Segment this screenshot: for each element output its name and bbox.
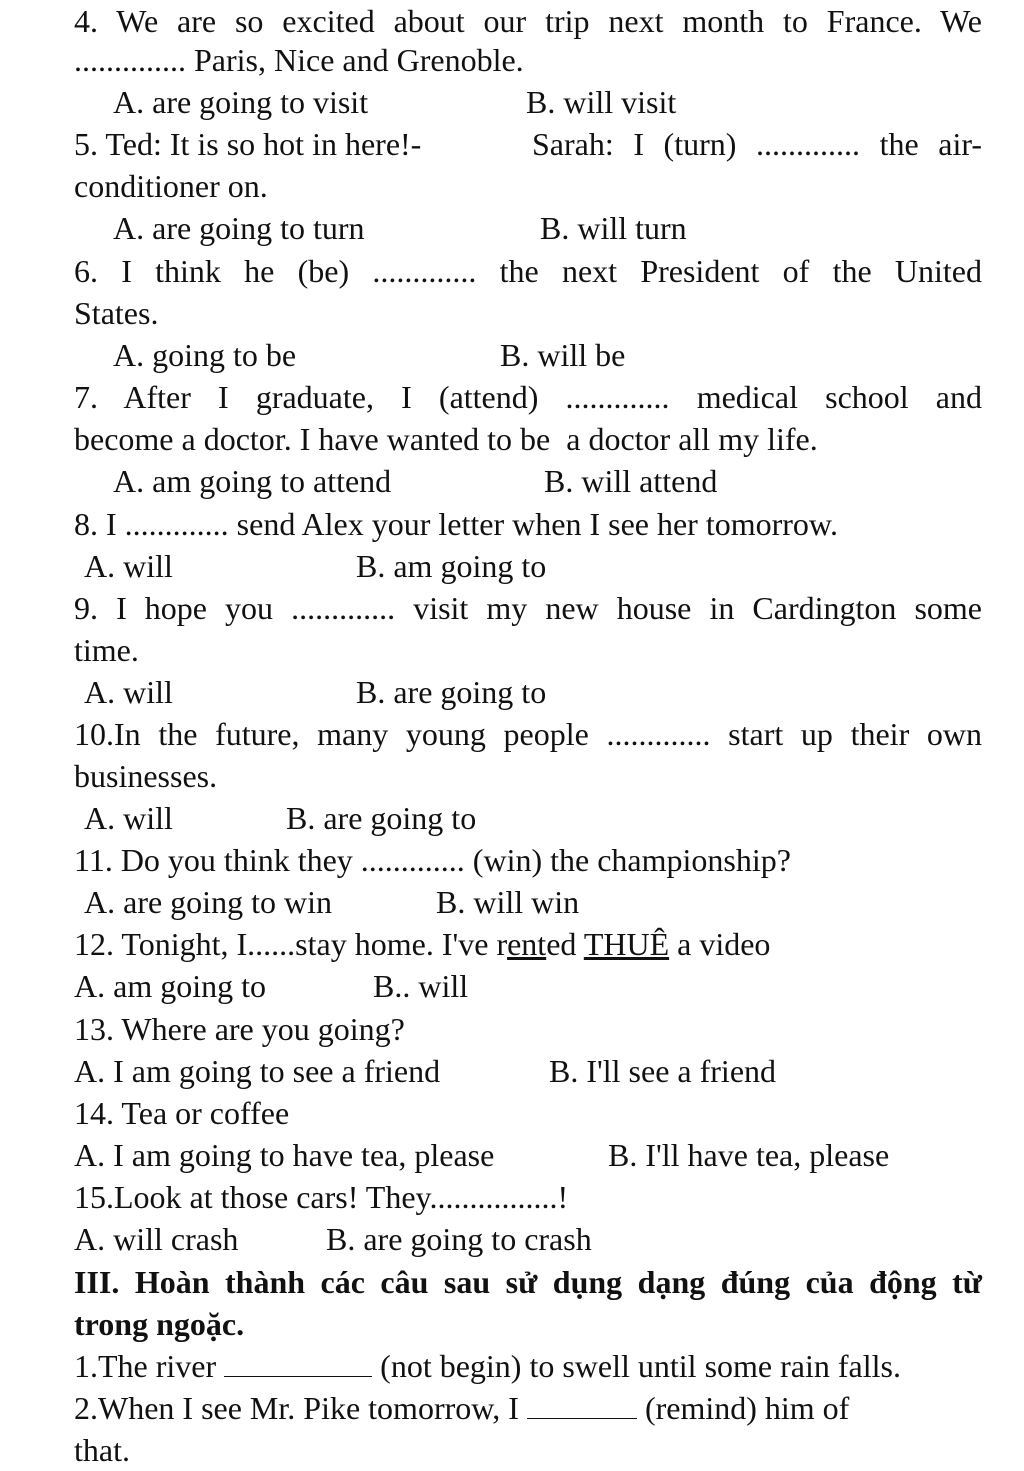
q14-option-b: B. I'll have tea, please [608, 1137, 890, 1173]
q12-text-start: 12. Tonight, I......stay home. I've r [74, 926, 508, 962]
q15-option-a: A. will crash [74, 1221, 239, 1257]
q7-option-b: B. will attend [544, 463, 718, 499]
q9-line1: 9. I hope you ............. visit my new house in Cardington some [74, 590, 982, 626]
q13-line1: 13. Where are you going? [74, 1011, 405, 1047]
q7-line2: become a doctor. I have wanted to be a doctor all my life. [74, 421, 818, 457]
q11-option-a: A. are going to win [84, 884, 332, 920]
q12-annotation-thue: THUÊ [583, 926, 670, 962]
s3-item2-text-start: 2.When I see Mr. Pike tomorrow, I [74, 1390, 527, 1426]
q4-line2: .............. Paris, Nice and Grenoble. [74, 42, 524, 78]
q14-line1: 14. Tea or coffee [74, 1095, 290, 1131]
s3-item2-text-end: (remind) him of [636, 1390, 850, 1426]
q4-line1: 4. We are so excited about our trip next month to France. We [74, 3, 982, 39]
q15-option-b: B. are going to crash [326, 1221, 592, 1257]
s3-item1-text-start: 1.The river [74, 1348, 225, 1384]
q4-option-b: B. will visit [526, 84, 677, 120]
q12-line1 [74, 923, 770, 965]
q5-line1-sarah: Sarah: I (turn) ............. the air- [532, 126, 982, 162]
q10-line1: 10.In the future, many young people ............. start up their own [74, 716, 982, 752]
s3-item2-answer-blank[interactable] [527, 1388, 637, 1419]
q5-line1-ted: 5. Ted: It is so hot in here!- [74, 126, 422, 162]
q6-option-a: A. going to be [113, 337, 297, 373]
q4-option-a: A. are going to visit [113, 84, 369, 120]
section3-heading-line1: III. Hoàn thành các câu sau sử dụng dạng đúng của động từ [74, 1264, 982, 1300]
q7-option-a: A. am going to attend [113, 463, 392, 499]
q12-option-b: B.. will [373, 968, 469, 1004]
q9-line2: time. [74, 632, 139, 668]
s3-item2-line2: that. [74, 1432, 130, 1468]
q9-option-a: A. will [84, 674, 173, 710]
q5-option-b: B. will turn [540, 210, 687, 246]
q12-option-a: A. am going to [74, 968, 266, 1004]
q12-underlined-ent: ent [507, 926, 547, 962]
q8-line1: 8. I ............. send Alex your letter when I see her tomorrow. [74, 506, 838, 542]
q8-option-a: A. will [84, 548, 173, 584]
q6-line1: 6. I think he (be) ............. the next President of the United [74, 253, 982, 289]
s3-item2 [74, 1387, 849, 1429]
q10-option-a: A. will [84, 800, 173, 836]
section3-heading-line2: trong ngoặc. [74, 1306, 245, 1342]
q6-option-b: B. will be [500, 337, 626, 373]
s3-item1 [74, 1345, 901, 1387]
q12-text-end: a video [669, 926, 771, 962]
q11-option-b: B. will win [436, 884, 580, 920]
q10-option-b: B. are going to [286, 800, 477, 836]
s3-item1-answer-blank[interactable] [224, 1346, 372, 1377]
q7-line1: 7. After I graduate, I (attend) ............. medical school and [74, 379, 982, 415]
s3-item1-text-end: (not begin) to swell until some rain falls. [372, 1348, 901, 1384]
q12-text-ed: ed [546, 926, 584, 962]
q10-line2: businesses. [74, 758, 218, 794]
q11-line1: 11. Do you think they ............. (win) the championship? [74, 842, 791, 878]
q13-option-b: B. I'll see a friend [549, 1053, 777, 1089]
q14-option-a: A. I am going to have tea, please [74, 1137, 495, 1173]
q5-option-a: A. are going to turn [113, 210, 365, 246]
q8-option-b: B. am going to [356, 548, 547, 584]
q5-line2: conditioner on. [74, 168, 268, 204]
q9-option-b: B. are going to [356, 674, 547, 710]
q13-option-a: A. I am going to see a friend [74, 1053, 441, 1089]
q15-line1: 15.Look at those cars! They................! [74, 1179, 569, 1215]
q6-line2: States. [74, 295, 159, 331]
